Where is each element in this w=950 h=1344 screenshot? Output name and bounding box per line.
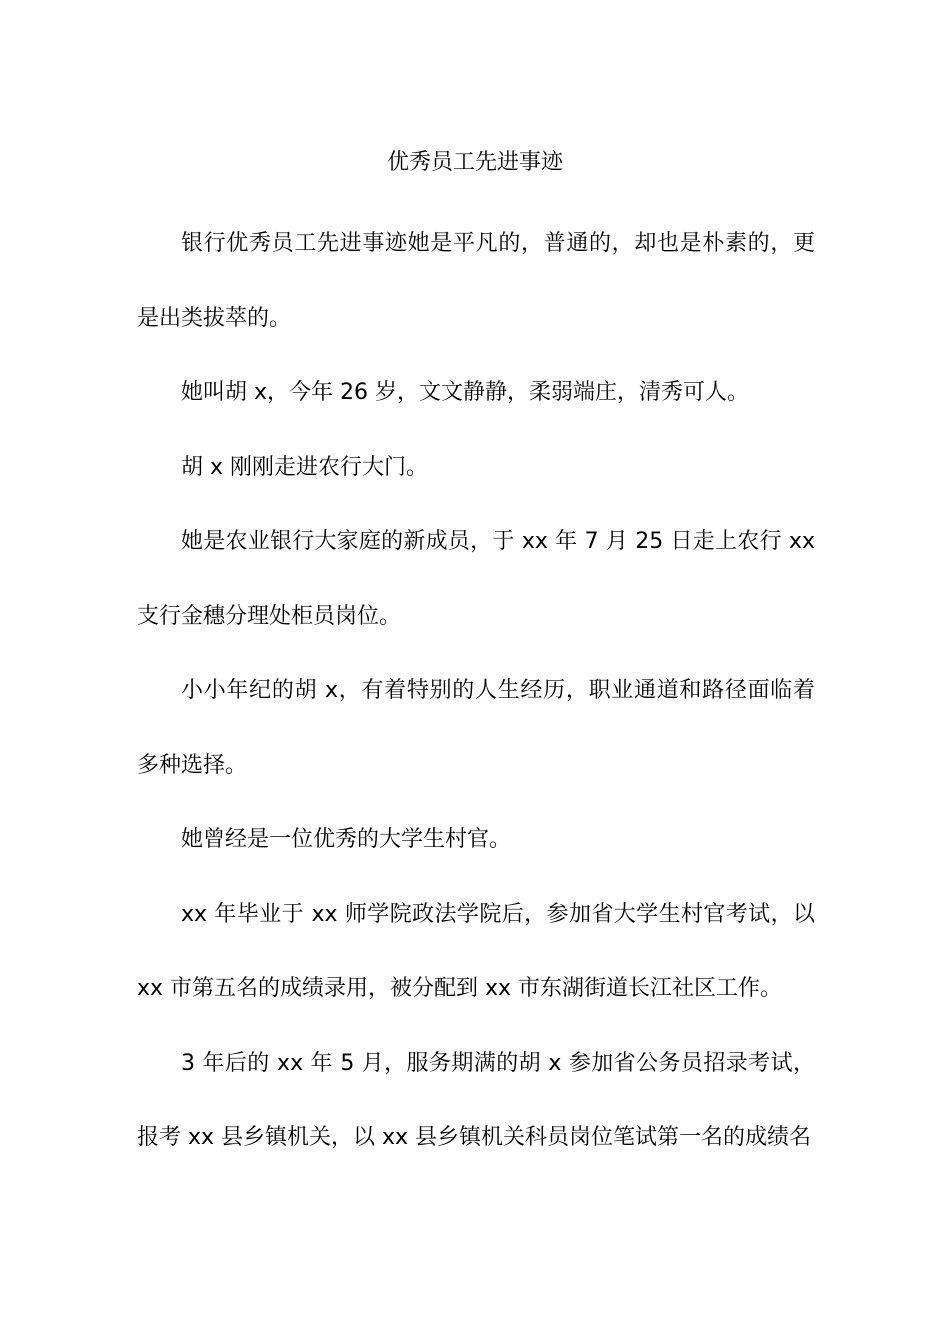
paragraph-5: 小小年纪的胡 x，有着特别的人生经历，职业通道和路径面临着多种选择。 [137, 678, 815, 778]
document-title: 优秀员工先进事迹 [386, 150, 563, 175]
paragraph-3: 胡 x 刚刚走进农行大门。 [181, 454, 429, 480]
paragraph-8: 3 年后的 xx 年 5 月，服务期满的胡 x 参加省公务员招录考试，报考 xx 县乡镇机关，以 xx 县乡镇机关科员岗位笔试第一名的成绩名 [137, 1050, 815, 1150]
paragraph-2: 她叫胡 x，今年 26 岁，文文静静，柔弱端庄，清秀可人。 [181, 380, 749, 405]
paragraph-4: 她是农业银行大家庭的新成员，于 xx 年 7 月 25 日走上农行 xx 支行金穗分理处柜员岗位。 [137, 529, 815, 629]
document-body [137, 207, 815, 1176]
paragraph-7: xx 年毕业于 xx 师学院政法学院后，参加省大学生村官考试，以 xx 市第五名的成绩录用，被分配到 xx 市东湖街道长江社区工作。 [137, 901, 815, 1001]
paragraph-1: 银行优秀员工先进事迹她是平凡的，普通的，却也是朴素的，更是出类拔萃的。 [137, 231, 815, 331]
paragraph-6: 她曾经是一位优秀的大学生村官。 [181, 827, 512, 852]
